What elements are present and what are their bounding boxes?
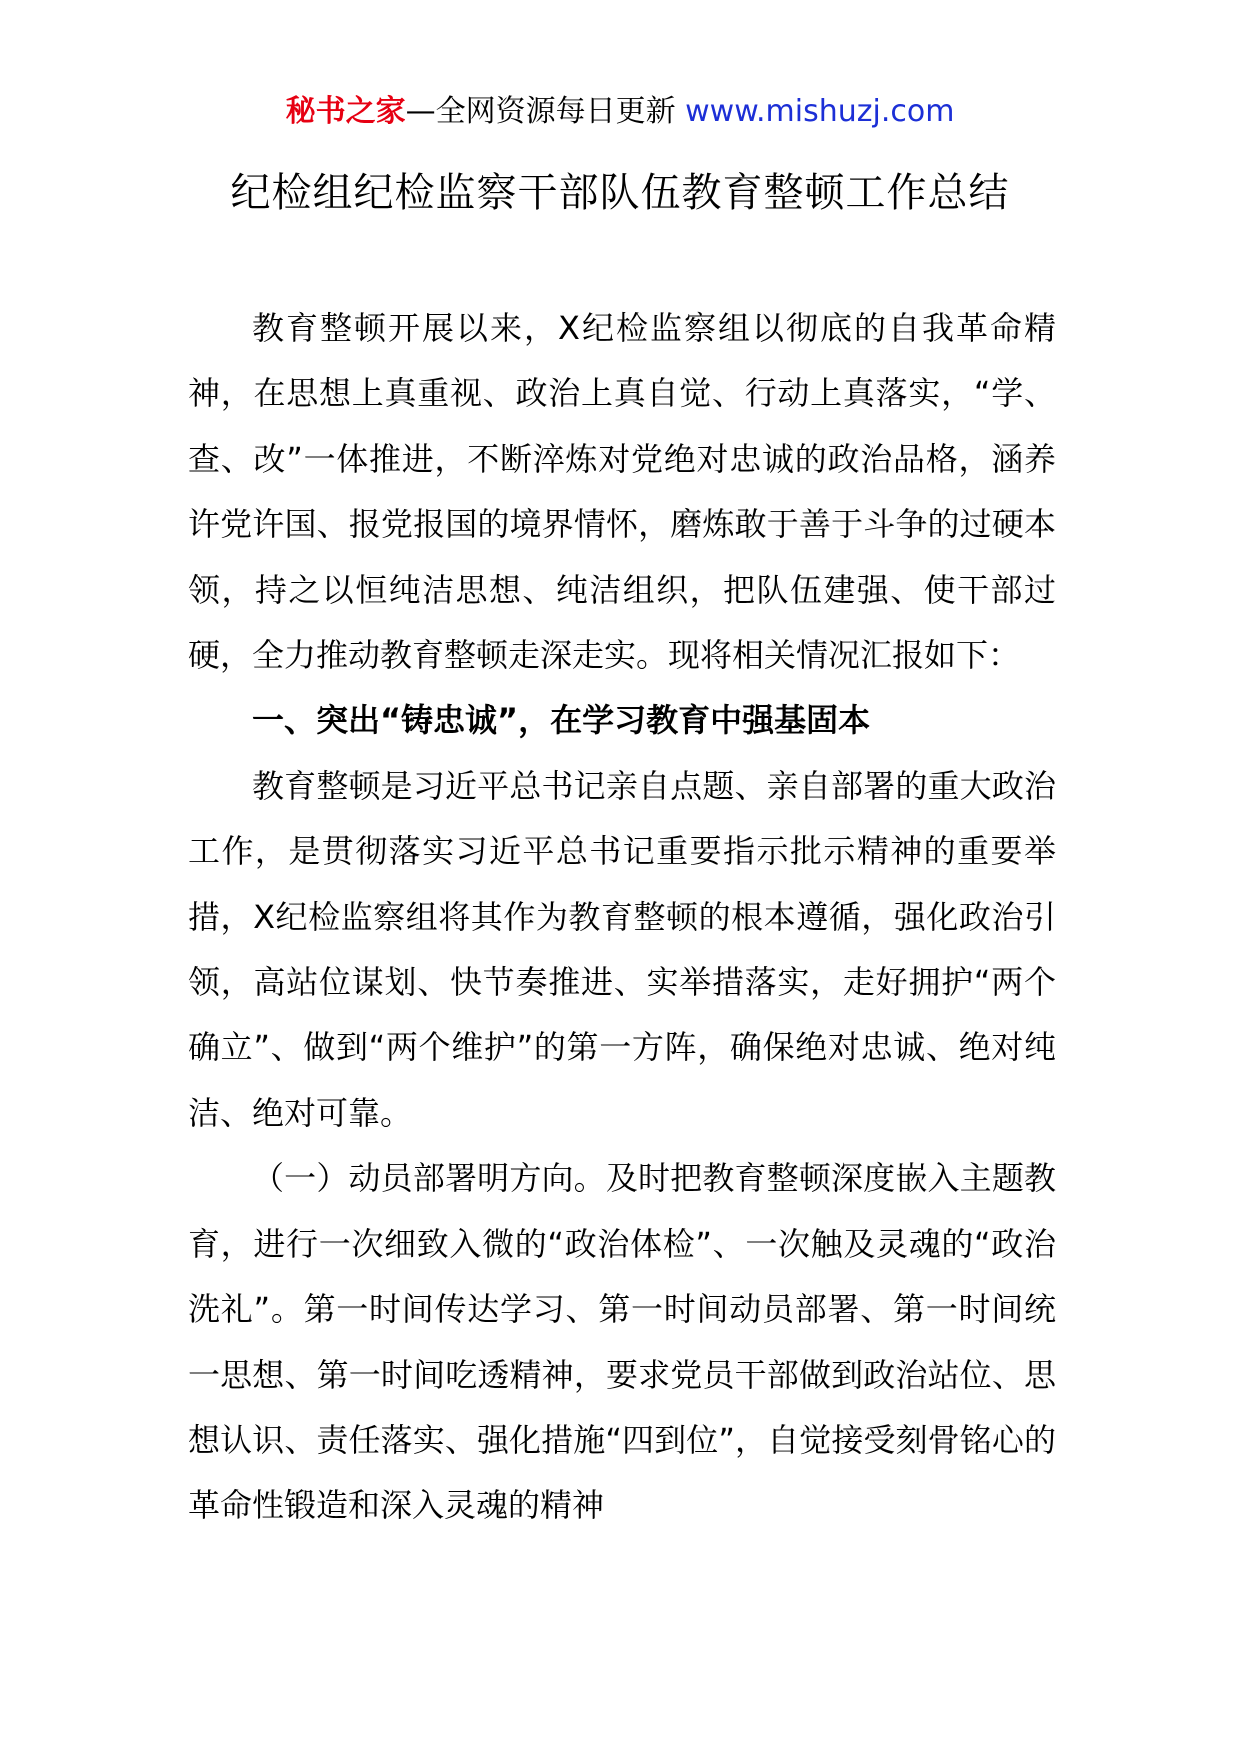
document-body	[188, 296, 1056, 1539]
site-brand: 秘书之家	[285, 94, 406, 129]
site-url-link[interactable]: www.mishuzj.com	[685, 94, 955, 129]
section-paragraph: 教育整顿是习近平总书记亲自点题、亲自部署的重大政治工作，是贯彻落实习近平总书记重要指示批示精神的重要举措，X纪检监察组将其作为教育整顿的根本遵循，强化政治引领，高站位谋划、快节奏推进、实举措落实，走好拥护“两个确立”、做到“两个维护”的第一方阵，确保绝对忠诚、绝对纯洁、绝对可靠。	[188, 766, 1056, 1132]
subsection-paragraph: （一）动员部署明方向。及时把教育整顿深度嵌入主题教育，进行一次细致入微的“政治体检”、一次触及灵魂的“政治洗礼”。第一时间传达学习、第一时间动员部署、第一时间统一思想、第一时间吃透精神，要求党员干部做到政治站位、思想认识、责任落实、强化措施“四到位”，自觉接受刻骨铭心的革命性锻造和深入灵魂的精神	[188, 1159, 1056, 1525]
site-tagline: —全网资源每日更新	[405, 94, 676, 129]
intro-paragraph: 教育整顿开展以来，X纪检监察组以彻底的自我革命精神，在思想上真重视、政治上真自觉、行动上真落实，“学、查、改”一体推进，不断淬炼对党绝对忠诚的政治品格，涵养许党许国、报党报国的境界情怀，磨炼敢于善于斗争的过硬本领，持之以恒纯洁思想、纯洁组织，把队伍建强、使干部过硬，全力推动教育整顿走深走实。现将相关情况汇报如下：	[188, 309, 1056, 675]
site-header	[0, 92, 1240, 132]
document-title: 纪检组纪检监察干部队伍教育整顿工作总结	[230, 170, 1010, 216]
section-heading: 一、突出“铸忠诚”，在学习教育中强基固本	[252, 701, 871, 740]
